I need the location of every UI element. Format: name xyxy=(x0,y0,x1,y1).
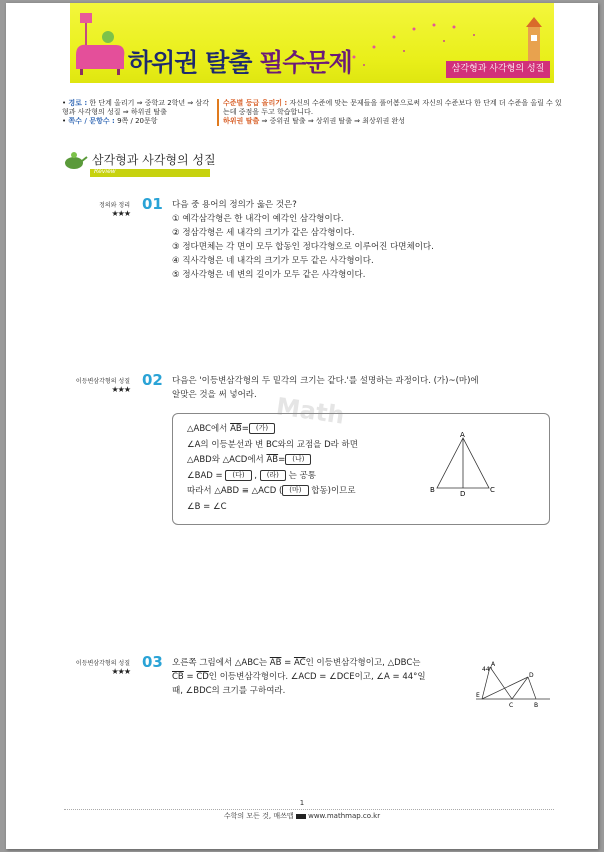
path-label: 경로 : xyxy=(68,99,88,107)
q3-line1: 오른쪽 그림에서 △ABC는 xyxy=(172,658,270,668)
label-D: D xyxy=(529,672,534,679)
q1-prompt: 다음 중 용어의 정의가 옳은 것은? xyxy=(172,200,297,210)
label-C: C xyxy=(509,702,514,709)
topic-tab: 삼각형과 사각형의 성질 xyxy=(446,61,550,78)
q1-option: ① 예각삼각형은 한 내각이 예각인 삼각형이다. xyxy=(172,214,344,224)
q2-eq: = xyxy=(278,455,286,465)
page-number: 1 xyxy=(299,799,305,807)
count-label: 쪽수 / 문항수 : xyxy=(68,117,115,125)
label-D: D xyxy=(460,490,466,498)
q2-number: 02 xyxy=(142,371,163,389)
count-text: 9쪽 / 20문항 xyxy=(117,117,158,125)
q1-number: 01 xyxy=(142,195,163,213)
q3-line3: 때, ∠BDC의 크기를 구하여라. xyxy=(172,686,286,696)
blank-ma: (마) xyxy=(282,485,308,496)
q3-figure xyxy=(472,659,552,711)
q2-prompt-2: 알맞은 것을 써 넣어라. xyxy=(172,390,257,400)
q2-line5: 따라서 △ABD ≡ △ACD ( xyxy=(187,486,283,496)
q2-line2: ∠A의 이등분선과 변 BC와의 교점을 D라 하면 xyxy=(187,439,358,450)
page-title xyxy=(128,43,352,79)
flow-label: 하위권 탈출 xyxy=(223,117,260,125)
q3-line1-end: 인 이등변삼각형이고, △DBC는 xyxy=(305,658,421,668)
q1-tag: 정의와 정리 xyxy=(99,202,130,209)
q2-eq: = xyxy=(241,424,249,434)
section-title: 삼각형과 사각형의 성질 xyxy=(92,153,216,167)
title-part-1: 하위권 탈출 xyxy=(128,48,252,77)
title-part-2: 필수문제 xyxy=(259,48,352,77)
label-B: B xyxy=(534,702,539,709)
q1-stars: ★★★ xyxy=(111,209,130,218)
teapot-icon xyxy=(62,147,88,171)
q2-line5-end: 합동)이므로 xyxy=(308,486,356,496)
q2-comma: , xyxy=(251,470,260,481)
footer-url: www.mathmap.co.kr xyxy=(308,812,381,820)
blank-da: (다) xyxy=(225,470,251,481)
q3-eq: = xyxy=(281,658,294,668)
sofa-lamp-illustration xyxy=(72,7,128,79)
q1-text xyxy=(172,198,552,282)
q3-line2-end: 인 이등변삼각형이다. ∠ACD = ∠DCE이고, ∠A = 44°일 xyxy=(208,672,426,682)
q1-option: ③ 정다면체는 각 면이 모두 합동인 정다각형으로 이루어진 다면체이다. xyxy=(172,242,434,252)
q1-option: ⑤ 정사각형은 네 변의 길이가 모두 같은 사각형이다. xyxy=(172,270,366,280)
blank-ra: (라) xyxy=(260,470,286,481)
section-subtitle: Review xyxy=(94,168,116,175)
path-text: 한 단계 올리기 ⇒ 중학교 2학년 ⇒ 삼각형과 사각형의 성질 ⇒ 하위권 탈출 xyxy=(62,99,210,116)
q2-proof-box xyxy=(172,413,550,525)
q3-seg: $\overline{AC}$ xyxy=(293,658,306,668)
q3-number: 03 xyxy=(142,653,163,671)
header-banner xyxy=(70,3,554,83)
label-E: E xyxy=(476,692,480,699)
q3-seg: $\overline{CD}$ xyxy=(196,672,209,682)
label-C: C xyxy=(490,486,495,494)
q2-prompt-1: 다음은 '이등변삼각형의 두 밑각의 크기는 같다.'를 설명하는 과정이다. (가)~(마)에 xyxy=(172,376,479,386)
blank-ga: (가) xyxy=(249,423,275,434)
label-A: A xyxy=(460,432,465,439)
q2-line6: ∠B = ∠C xyxy=(187,501,227,512)
level-text: 자신의 수준에 맞는 문제들을 풀어봄으로써 자신의 수준보다 한 단계 더 수준을 올릴 수 있는데 중점을 두고 학습합니다. xyxy=(223,99,562,116)
level-label: 수준별 등급 올리기 : xyxy=(223,99,288,107)
q2-seg: $\overline{AB}$ xyxy=(230,424,242,434)
q3-tag: 이등변삼각형의 성질 xyxy=(75,660,130,667)
label-angle: 44° xyxy=(482,666,493,673)
q2-line3: △ABD와 △ACD에서 xyxy=(187,455,267,465)
q1-option: ④ 직사각형은 네 내각의 크기가 모두 같은 사각형이다. xyxy=(172,256,374,266)
label-A: A xyxy=(491,661,496,668)
label-B: B xyxy=(430,486,435,494)
q2-line1: △ABC에서 xyxy=(187,424,231,434)
q3-seg: $\overline{AB}$ xyxy=(269,658,282,668)
worksheet-page: 하위권 탈출 필수문제 삼각형과 사각형의 성질 • 경로 : 한 단계 올리기 ⇒ 중학교 2학년 ⇒ 삼각형과 사각형의 성질 ⇒ 하위권 탈출 • 쪽수 / 문항수 : 9쪽 / 20문항 수준별 등급 올리기 : 자신의 수준에 맞는 문제들을 풀어봄으로써 자신의 수준보다 한 단계 더 수준을 올릴 수 있는데 중점을 두고 학습합니다. 하위권 탈출 ⇒ 중위권 탈출 ⇒ 상위권 탈출 ⇒ 최상위권 완성 삼각형과 사각형의 성질 Review 정의와 정리 ★★★ 01 다음 중 용어의 정의가 옳은 것은? ① 예각삼각형은 한 내각이 예각인 삼각형이다. ② 정삼각형은 세 내각의 크기가 같은 삼각형이다. ③ 정다면체는 각 면이 모두 합동인 정다각형으로 이루어진 다면체이다. ④ 직사각형은 네 내각의 크기가 모두 같은 사각형이다. ⑤ 정사각형은 네 변의 길이가 모두 같은 사각형이다. 이등변삼각형의 성질 ★★★ 02 다음은 '이등변삼각형의 두 밑각의 크기는 같다.'를 설명하는 과정이다. (가)~(마)에 알맞은 것을 써 넣어라. Math △ABC에서 $\overline{AB}=$ (가) ∠A의 이등분선과 변 BC와의 교점을 D라 하면 △ABD와 △ACD에서 $\overline{AB}=$ (나) ∠BAD = (다) , (라) 는 공통 따라서 △ABD ≡ △ACD ( (마) 합동)이므로 ∠B = ∠C A B C D 이등변삼각형의 성질 ★★★ 03 오른쪽 그림에서 △ABC는 $\overline{AB} = \overline{AC}$인 이등변삼각형이고, △DBC는 $\overline{CB} = \overline{CD}$인 이등변삼각형이다. ∠ACD = ∠DCE이고, ∠A = 44°일 때, ∠BDC의 크기를 구하여라. 44° A B C D E 1 수학의 모든 것, 매쓰맵 www.mathmap.co.kr xyxy=(6,3,598,849)
blank-na: (나) xyxy=(285,454,311,465)
q2-text xyxy=(172,374,552,402)
q3-seg: $\overline{CB}$ xyxy=(172,672,184,682)
footer-rule xyxy=(64,809,554,810)
q1-option: ② 정삼각형은 세 내각의 크기가 같은 삼각형이다. xyxy=(172,228,355,238)
q2-seg: $\overline{AB}$ xyxy=(266,455,279,465)
q2-tag: 이등변삼각형의 성질 xyxy=(75,378,130,385)
footer-text: 수학의 모든 것, 매쓰맵 xyxy=(223,812,294,820)
flow-text: ⇒ 중위권 탈출 ⇒ 상위권 탈출 ⇒ 최상위권 완성 xyxy=(261,117,406,125)
q2-stars: ★★★ xyxy=(111,385,130,394)
q2-common: 는 공통 xyxy=(285,470,316,481)
q2-triangle-figure xyxy=(427,432,497,502)
q3-stars: ★★★ xyxy=(111,667,130,676)
footer xyxy=(6,799,598,821)
footer-logo-mark xyxy=(296,814,306,819)
q3-eq: = xyxy=(183,672,197,682)
tower-illustration xyxy=(522,17,546,61)
q2-line4: ∠BAD = xyxy=(187,470,226,481)
watermark: Math xyxy=(274,392,347,430)
q3-text xyxy=(172,656,472,698)
